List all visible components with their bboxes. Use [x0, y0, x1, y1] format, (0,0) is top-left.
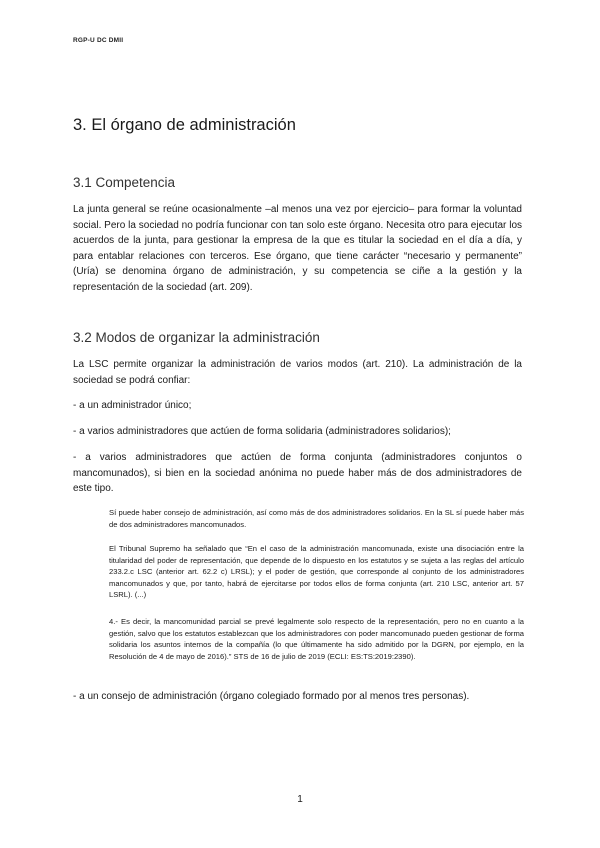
quote-block: Sí puede haber consejo de administración, así como más de dos administradores solidarios. En la SL sí puede haber más de dos administradores mancomunados. [109, 508, 524, 529]
page-title: 3. El órgano de administración [73, 116, 296, 134]
list-item: - a un administrador único; [73, 400, 192, 411]
quote-block: 4.- Es decir, la mancomunidad parcial se prevé legalmente solo respecto de la representación, pero no en cuanto a la gestión, salvo que los estatutos establezcan que los administradores con poder mancomunado pueden gestionar de forma solidaria los asuntos internos de la compañía (lo que últimamente ha sido admitido por la DGRN, por ejemplo, en la Resolución de 4 de mayo de 2016).” STS de 16 de julio de 2019 (ECLI: ES:TS:2019:2390). [109, 617, 524, 661]
list-item: - a un consejo de administración (órgano colegiado formado por al menos tres personas). [73, 691, 470, 702]
list-item: - a varios administradores que actúen de forma solidaria (administradores solidarios); [73, 426, 451, 437]
section-heading-modos: 3.2 Modos de organizar la administración [73, 330, 320, 345]
list-item: - a varios administradores que actúen de forma conjunta (administradores conjuntos o mancomunados), si bien en la sociedad anónima no puede haber más de dos administradores de este tipo. [73, 452, 522, 494]
paragraph-intro: La LSC permite organizar la administración de varios modos (art. 210). La administración de la sociedad se podrá confiar: [73, 359, 522, 386]
page-number: 1 [297, 794, 303, 805]
section-heading-competencia: 3.1 Competencia [73, 175, 176, 190]
quote-block: El Tribunal Supremo ha señalado que “En el caso de la administración mancomunada, existe una disociación entre la titularidad del poder de representación, que depende de lo dispuesto en los estatutos y se sujeta a las reglas del artículo 233.2.c LSC (anterior art. 62.2 c) LRSL); y el poder de gestión, que corresponde al conjunto de los administradores mancomunados y que, por tanto, habrá de ejercitarse por todos ellos de forma conjunta (art. 210 LSC, anterior art. 57 LSRL). (...) [109, 544, 524, 600]
header-code: RGP-U DC DMII [73, 37, 124, 44]
paragraph-competencia: La junta general se reúne ocasionalmente –al menos una vez por ejercicio– para formar la voluntad social. Pero la sociedad no podría funcionar con tan solo este órgano. Necesita otro para ejecutar los acuerdos de la junta, para gestionar la empresa de la que es titular la sociedad en el día a día, y para entablar relaciones con terceros. Ese órgano, que tiene carácter “necesario y permanente” (Uría) se denomina órgano de administración, y su competencia se ciñe a la gestión y la representación de la sociedad (art. 209). [73, 204, 522, 293]
